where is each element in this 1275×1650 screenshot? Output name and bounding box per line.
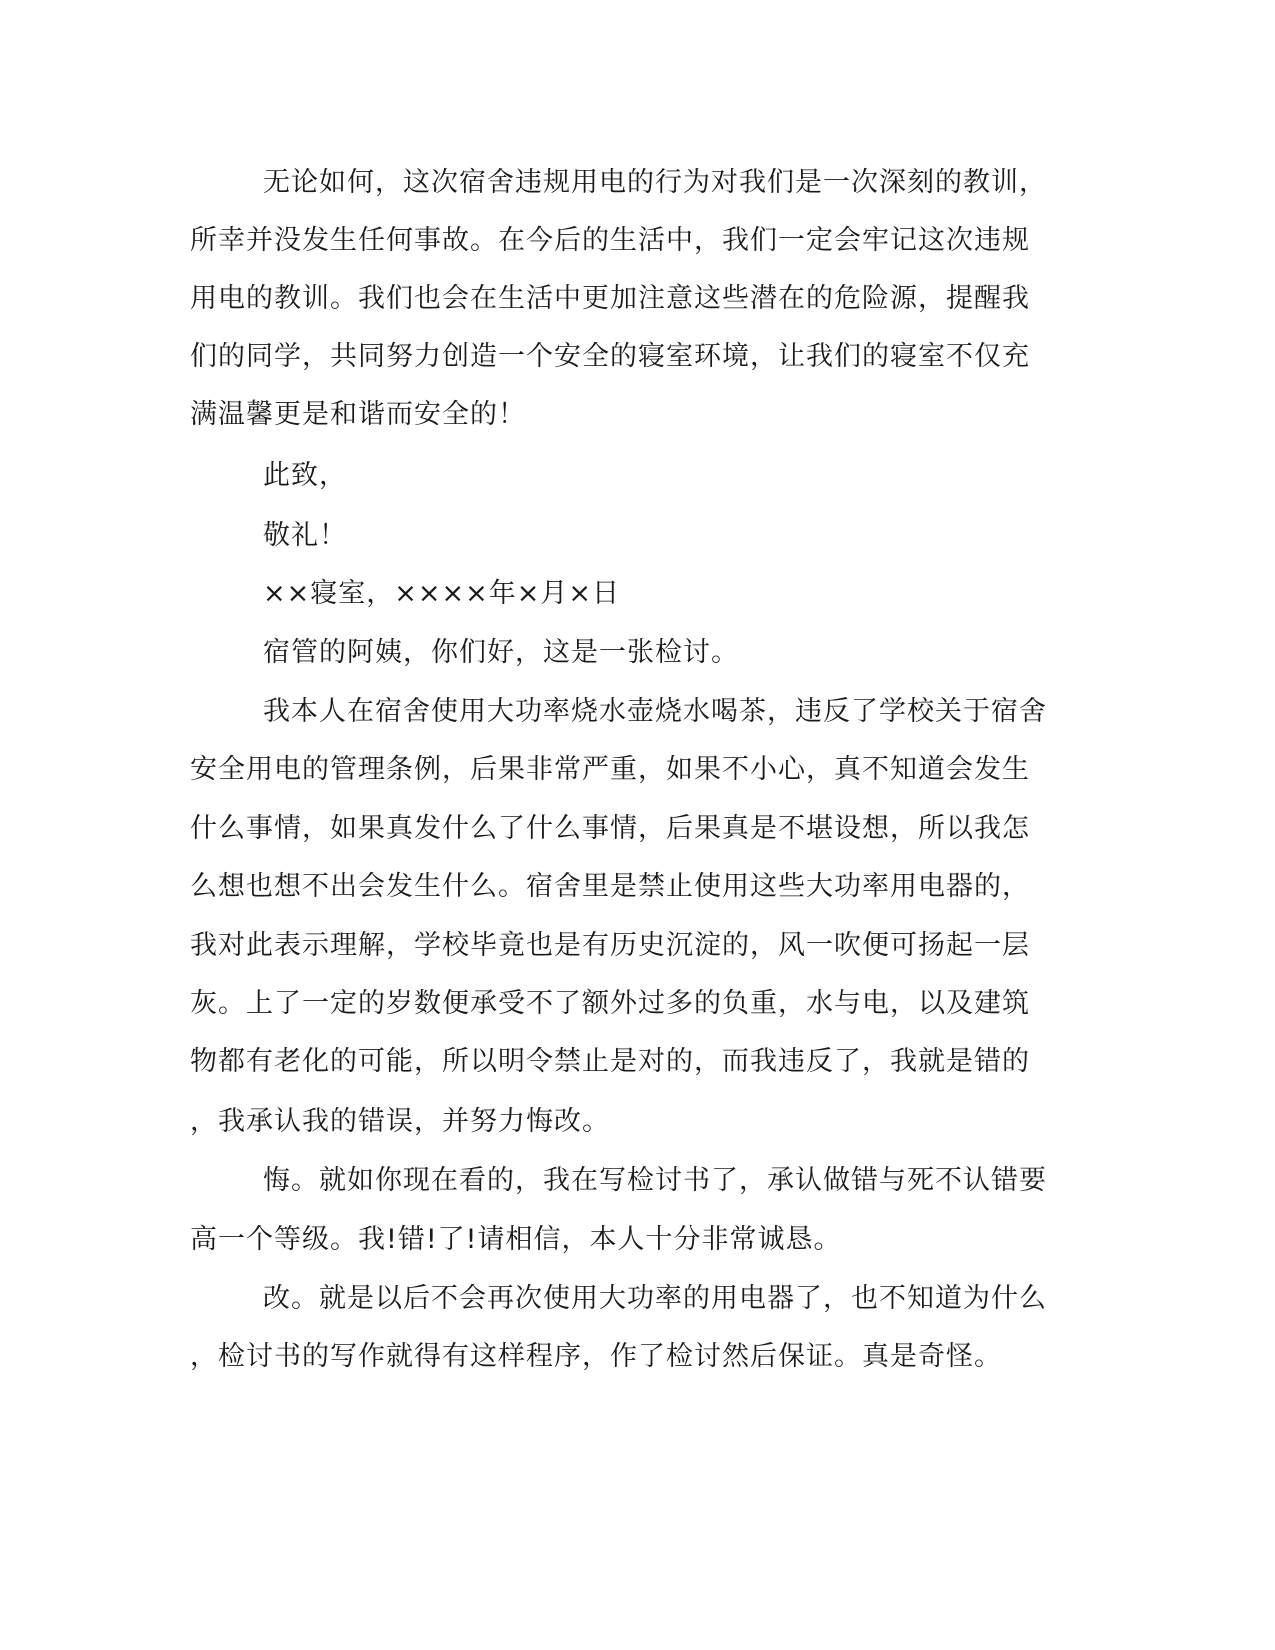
greeting-line: 宿管的阿姨，你们好，这是一张检讨。 — [263, 637, 739, 668]
closing-regards: 敬礼！ — [263, 520, 347, 551]
paragraph-4-line-2: ，检讨书的写作就得有这样程序，作了检讨然后保证。真是奇怪。 — [190, 1341, 1002, 1372]
closing-salutation: 此致， — [263, 460, 347, 491]
paragraph-3-line-1: 悔。就如你现在看的，我在写检讨书了，承认做错与死不认错要 — [263, 1165, 1047, 1196]
signature-date: ××寝室，××××年×月×日 — [263, 578, 620, 609]
paragraph-2-line-5: 我对此表示理解，学校毕竟也是有历史沉淀的，风一吹便可扬起一层 — [190, 930, 1030, 961]
paragraph-1-line-1: 无论如何，这次宿舍违规用电的行为对我们是一次深刻的教训， — [263, 167, 1047, 198]
paragraph-1-line-2: 所幸并没发生任何事故。在今后的生活中，我们一定会牢记这次违规 — [190, 225, 1030, 256]
paragraph-1-line-3: 用电的教训。我们也会在生活中更加注意这些潜在的危险源，提醒我 — [190, 283, 1030, 314]
paragraph-2-line-8: ，我承认我的错误，并努力悔改。 — [190, 1106, 610, 1137]
paragraph-2-line-3: 什么事情，如果真发什么了什么事情，后果真是不堪设想，所以我怎 — [190, 813, 1030, 844]
paragraph-2-line-6: 灰。上了一定的岁数便承受不了额外过多的负重，水与电，以及建筑 — [190, 988, 1030, 1019]
paragraph-2-line-1: 我本人在宿舍使用大功率烧水壶烧水喝茶，违反了学校关于宿舍 — [263, 696, 1047, 727]
paragraph-1-line-4: 们的同学，共同努力创造一个安全的寝室环境，让我们的寝室不仅充 — [190, 341, 1030, 372]
paragraph-1-line-5: 满温馨更是和谐而安全的！ — [190, 399, 526, 430]
paragraph-4-line-1: 改。就是以后不会再次使用大功率的用电器了，也不知道为什么 — [263, 1283, 1047, 1314]
paragraph-2-line-4: 么想也想不出会发生什么。宿舍里是禁止使用这些大功率用电器的， — [190, 871, 1030, 902]
paragraph-2-line-2: 安全用电的管理条例，后果非常严重，如果不小心，真不知道会发生 — [190, 754, 1030, 785]
paragraph-2-line-7: 物都有老化的可能，所以明令禁止是对的，而我违反了，我就是错的 — [190, 1046, 1030, 1077]
paragraph-3-line-2: 高一个等级。我!错!了!请相信，本人十分非常诚恳。 — [190, 1224, 842, 1255]
